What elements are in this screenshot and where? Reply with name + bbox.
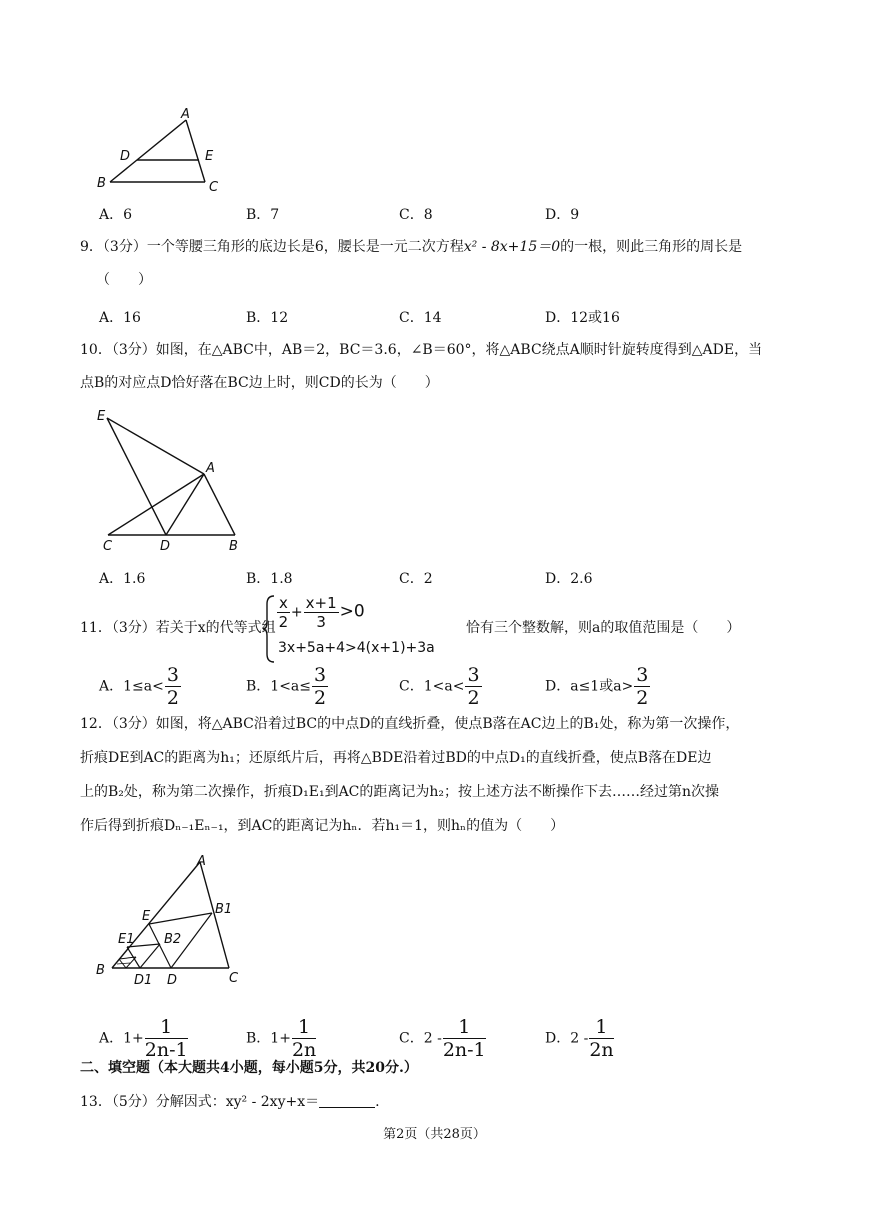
q11-option-a: A．1≤a< $\frac{3}{2}$ [99,664,179,709]
side-ac [108,474,204,535]
q12-line3: 上的B₂处，称为第二次操作，折痕D₁E₁到AC的距离记为h₂；按上述方法不断操作下去……经过第n次操 [80,784,720,800]
q12-line1: 12．（3分）如图，将△ABC沿着过BC的中点D的直线折叠，使点B落在AC边上的B₁处，称为第一次操作， [80,716,740,732]
label-d: D [120,149,131,164]
q9-option-b: B．12 [246,310,289,326]
q13-answer-blank[interactable] [319,1093,375,1108]
q9-option-a: A．16 [99,310,141,326]
q12-option-c: C．2 - $\frac{1}{2n-1}$ [399,1016,486,1061]
label-b: B [229,539,238,554]
triangle-de-figure [92,104,232,196]
segment-eb1 [149,913,212,924]
segment-small-3 [126,957,136,968]
label-b2: B2 [164,932,182,947]
q8-option-c: C．8 [399,207,433,223]
q10-line2: 点B的对应点D恰好落在BC边上时，则CD的长为（ ） [80,375,439,391]
q13-stem: 13．（5分）分解因式：xy² - 2xy+x＝ . [80,1094,380,1110]
q12-option-d: D．2 - $\frac{1}{2n}$ [545,1016,614,1061]
label-c: C [103,539,113,554]
q9-option-c: C．14 [399,310,442,326]
label-e: E [205,149,214,164]
section-heading-fill-in: 二、填空题（本大题共4小题，每小题5分，共20分.） [80,1060,418,1076]
q8-option-b: B．7 [246,207,280,223]
q12-option-b: B．1+ $\frac{1}{2n}$ [246,1016,317,1061]
q11-inequality-2: 3x+5a+4>4(x+1)+3a [278,640,435,656]
label-b1: B1 [215,902,233,917]
label-c: C [229,971,239,986]
label-d1: D1 [134,973,153,988]
label-b: B [96,963,105,978]
side-ab [112,862,200,968]
q11-option-d: D．a≤1或a> $\frac{3}{2}$ [545,664,649,709]
side-ab [204,474,235,535]
segment-b2d1 [140,944,160,968]
label-a: A [197,854,206,869]
label-c: C [209,180,219,195]
page-footer: 第2页（共28页） [383,1127,486,1142]
q10-option-a: A．1.6 [99,571,146,587]
label-b: B [97,176,106,191]
q11-suffix: 恰有三个整数解，则a的取值范围是（ ） [466,620,741,636]
q9-paren: （ ） [96,272,152,288]
q8-option-d: D．9 [545,207,580,223]
label-e: E [97,409,106,424]
q9-stem: 9．（3分）一个等腰三角形的底边长是6，腰长是一元二次方程x² - 8x+15＝0的一根，则此三角形的周长是 [80,239,743,255]
q10-option-c: C．2 [399,571,433,587]
q11-prefix: 11．（3分）若关于x的代等式组 [80,620,276,636]
rotation-figure [92,404,257,554]
label-e: E [142,909,151,924]
side-ac [186,120,205,182]
q8-option-a: A．6 [99,207,133,223]
q12-line2: 折痕DE到AC的距离为h₁；还原纸片后，再将△BDE沿着过BD的中点D₁的直线折叠，使点B落在DE边 [80,750,712,766]
side-ad [166,474,204,535]
q11-option-b: B．1<a≤ $\frac{3}{2}$ [246,664,327,709]
q10-line1: 10．（3分）如图，在△ABC中，AB＝2，BC＝3.6，∠B＝60°，将△ABC绕点A顺时针旋转度得到△ADE，当 [80,342,763,358]
q10-option-b: B．1.8 [246,571,293,587]
segment-small-4 [117,963,130,964]
label-d: D [160,539,171,554]
q11-option-c: C．1<a< $\frac{3}{2}$ [399,664,480,709]
label-a: A [181,107,190,122]
q9-option-d: D．12或16 [545,310,620,326]
label-d: D [167,973,178,988]
label-e1: E1 [118,932,135,947]
brace-icon [262,594,276,664]
q11-inequality-system [262,594,462,664]
q11-inequality-1: $\frac{x}{2}$ + $\frac{x+1}{3}$ >0 [278,594,365,631]
folding-figure [92,850,257,990]
label-a: A [206,461,215,476]
q10-option-d: D．2.6 [545,571,593,587]
q12-line4: 作后得到折痕Dₙ₋₁Eₙ₋₁，到AC的距离记为hₙ．若h₁＝1，则hₙ的值为（ ） [80,818,565,834]
q12-option-a: A．1+ $\frac{1}{2n-1}$ [99,1016,188,1061]
